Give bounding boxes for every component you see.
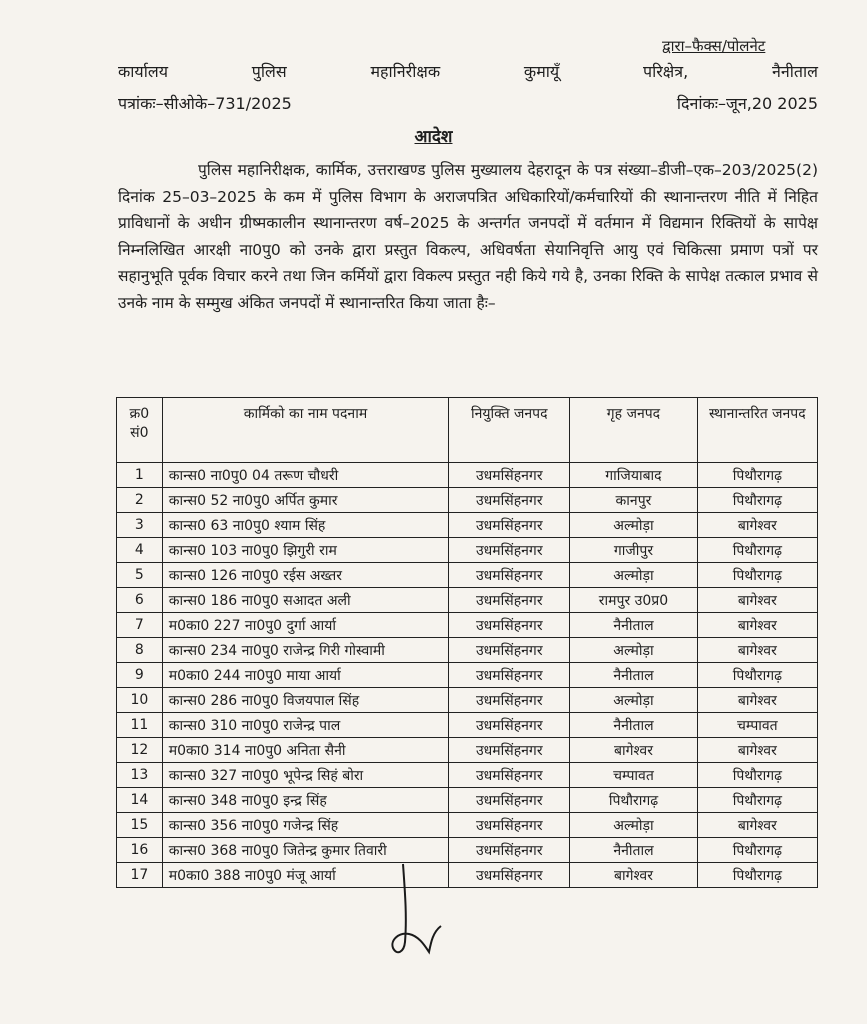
table-row	[117, 563, 818, 588]
table-row	[117, 588, 818, 613]
posting-district-cell: उधमसिंहनगर	[449, 563, 570, 588]
posting-district-cell: उधमसिंहनगर	[449, 738, 570, 763]
office-header	[118, 60, 818, 82]
column-header: नियुक्ति जनपद	[449, 398, 570, 463]
name-cell: कान्स0 ना0पु0 04 तरूण चौधरी	[162, 463, 449, 488]
office-word: नैनीताल	[771, 62, 818, 81]
serial-cell: 11	[117, 713, 163, 738]
serial-cell: 1	[117, 463, 163, 488]
office-word: कुमायूँ	[523, 62, 560, 81]
transfer-table	[116, 397, 818, 888]
home-district-cell: नैनीताल	[570, 838, 697, 863]
posting-district-cell: उधमसिंहनगर	[449, 613, 570, 638]
transfer-district-cell: पिथौरागढ़	[697, 863, 817, 888]
transfer-district-cell: बागेश्वर	[697, 688, 817, 713]
posting-district-cell: उधमसिंहनगर	[449, 788, 570, 813]
transfer-district-cell: बागेश्वर	[697, 613, 817, 638]
home-district-cell: नैनीताल	[570, 713, 697, 738]
table-row	[117, 488, 818, 513]
transfer-district-cell: बागेश्वर	[697, 638, 817, 663]
transfer-district-cell: पिथौरागढ़	[697, 663, 817, 688]
home-district-cell: रामपुर उ0प्र0	[570, 588, 697, 613]
name-cell: कान्स0 126 ना0पु0 रईस अख्तर	[162, 563, 449, 588]
serial-cell: 9	[117, 663, 163, 688]
column-header: गृह जनपद	[570, 398, 697, 463]
name-cell: कान्स0 63 ना0पु0 श्याम सिंह	[162, 513, 449, 538]
home-district-cell: बागेश्वर	[570, 738, 697, 763]
posting-district-cell: उधमसिंहनगर	[449, 538, 570, 563]
transfer-district-cell: पिथौरागढ़	[697, 788, 817, 813]
order-date: दिनांकः–जून,20 2025	[676, 94, 818, 113]
table-row	[117, 663, 818, 688]
reference-number: पत्रांकः–सीओके–731/2025	[118, 94, 292, 113]
name-cell: कान्स0 348 ना0पु0 इन्द्र सिंह	[162, 788, 449, 813]
table-row	[117, 638, 818, 663]
posting-district-cell: उधमसिंहनगर	[449, 838, 570, 863]
column-header: कार्मिको का नाम पदनाम	[162, 398, 449, 463]
posting-district-cell: उधमसिंहनगर	[449, 713, 570, 738]
posting-district-cell: उधमसिंहनगर	[449, 688, 570, 713]
serial-cell: 2	[117, 488, 163, 513]
transfer-district-cell: पिथौरागढ़	[697, 563, 817, 588]
home-district-cell: अल्मोड़ा	[570, 563, 697, 588]
table-row	[117, 688, 818, 713]
serial-cell: 6	[117, 588, 163, 613]
transfer-district-cell: बागेश्वर	[697, 588, 817, 613]
transmission-mode: द्वारा–फैक्स/पोलनेट	[662, 37, 766, 55]
name-cell: कान्स0 310 ना0पु0 राजेन्द्र पाल	[162, 713, 449, 738]
table-row	[117, 813, 818, 838]
serial-cell: 8	[117, 638, 163, 663]
transfer-district-cell: चम्पावत	[697, 713, 817, 738]
home-district-cell: अल्मोड़ा	[570, 688, 697, 713]
name-cell: कान्स0 103 ना0पु0 झिगुरी राम	[162, 538, 449, 563]
office-word: कार्यालय	[118, 62, 168, 81]
table-row	[117, 513, 818, 538]
name-cell: कान्स0 234 ना0पु0 राजेन्द्र गिरी गोस्वामी	[162, 638, 449, 663]
serial-cell: 16	[117, 838, 163, 863]
posting-district-cell: उधमसिंहनगर	[449, 638, 570, 663]
transfer-district-cell: बागेश्वर	[697, 513, 817, 538]
serial-cell: 3	[117, 513, 163, 538]
home-district-cell: नैनीताल	[570, 663, 697, 688]
table-row	[117, 838, 818, 863]
serial-cell: 10	[117, 688, 163, 713]
serial-cell: 5	[117, 563, 163, 588]
office-word: महानिरीक्षक	[370, 62, 441, 81]
transfer-district-cell: बागेश्वर	[697, 738, 817, 763]
posting-district-cell: उधमसिंहनगर	[449, 813, 570, 838]
table-row	[117, 463, 818, 488]
table-row	[117, 763, 818, 788]
name-cell: कान्स0 368 ना0पु0 जितेन्द्र कुमार तिवारी	[162, 838, 449, 863]
home-district-cell: पिथौरागढ़	[570, 788, 697, 813]
home-district-cell: गाजियाबाद	[570, 463, 697, 488]
table-row	[117, 613, 818, 638]
transfer-district-cell: बागेश्वर	[697, 813, 817, 838]
table-row	[117, 788, 818, 813]
serial-cell: 12	[117, 738, 163, 763]
name-cell: कान्स0 356 ना0पु0 गजेन्द्र सिंह	[162, 813, 449, 838]
home-district-cell: अल्मोड़ा	[570, 813, 697, 838]
document-title: आदेश	[414, 127, 453, 147]
name-cell: कान्स0 286 ना0पु0 विजयपाल सिंह	[162, 688, 449, 713]
transfer-district-cell: पिथौरागढ़	[697, 463, 817, 488]
name-cell: म0का0 244 ना0पु0 माया आर्या	[162, 663, 449, 688]
table-row	[117, 738, 818, 763]
table-row	[117, 538, 818, 563]
office-word: परिक्षेत्र,	[642, 62, 689, 81]
posting-district-cell: उधमसिंहनगर	[449, 513, 570, 538]
serial-cell: 17	[117, 863, 163, 888]
table-row	[117, 713, 818, 738]
posting-district-cell: उधमसिंहनगर	[449, 488, 570, 513]
posting-district-cell: उधमसिंहनगर	[449, 463, 570, 488]
serial-cell: 14	[117, 788, 163, 813]
order-paragraph: पुलिस महानिरीक्षक, कार्मिक, उत्तराखण्ड पुलिस मुख्यालय देहरादून के पत्र संख्या–डीजी–एक–203/2025(2) दिनांक 25–03–2025 के कम में पुलिस विभाग के अराजपत्रित अधिकारियों/कर्मचारियों की स्थानान्तरण नीति में निहित प्राविधानों के अधीन ग्रीष्मकालीन स्थानान्तरण वर्ष–2025 के अन्तर्गत जनपदों में वर्तमान में विद्यमान रिक्तियों के सापेक्ष निम्नलिखित आरक्षी ना0पु0 को उनके द्वारा प्रस्तुत विकल्प, अधिवर्षता सेयानिवृत्ति आयु एवं चिकित्सा प्रमाण पत्रों पर सहानुभूति पूर्वक विचार करने तथा जिन कर्मियों द्वारा विकल्प प्रस्तुत नही किये गये है, उनका रिक्ति के सापेक्ष तत्काल प्रभाव से उनके नाम के सम्मुख अंकित जनपदों में स्थानान्तरित किया जाता हैः–	[118, 161, 818, 312]
serial-cell: 13	[117, 763, 163, 788]
reference-row	[118, 92, 818, 114]
transfer-district-cell: पिथौरागढ़	[697, 838, 817, 863]
column-header: स्थानान्तरित जनपद	[697, 398, 817, 463]
table-row	[117, 863, 818, 888]
name-cell: कान्स0 52 ना0पु0 अर्पित कुमार	[162, 488, 449, 513]
transfer-district-cell: पिथौरागढ़	[697, 538, 817, 563]
home-district-cell: अल्मोड़ा	[570, 513, 697, 538]
home-district-cell: बागेश्वर	[570, 863, 697, 888]
column-header: क्र0 सं0	[117, 398, 163, 463]
name-cell: म0का0 314 ना0पु0 अनिता सैनी	[162, 738, 449, 763]
name-cell: म0का0 227 ना0पु0 दुर्गा आर्या	[162, 613, 449, 638]
home-district-cell: कानपुर	[570, 488, 697, 513]
table-header-row	[117, 398, 818, 463]
serial-cell: 15	[117, 813, 163, 838]
office-word: पुलिस	[251, 62, 287, 81]
name-cell: कान्स0 327 ना0पु0 भूपेन्द्र सिहं बोरा	[162, 763, 449, 788]
home-district-cell: नैनीताल	[570, 613, 697, 638]
serial-cell: 7	[117, 613, 163, 638]
serial-cell: 4	[117, 538, 163, 563]
name-cell: कान्स0 186 ना0पु0 सआदत अली	[162, 588, 449, 613]
home-district-cell: चम्पावत	[570, 763, 697, 788]
posting-district-cell: उधमसिंहनगर	[449, 663, 570, 688]
transfer-district-cell: पिथौरागढ़	[697, 763, 817, 788]
transfer-district-cell: पिथौरागढ़	[697, 488, 817, 513]
posting-district-cell: उधमसिंहनगर	[449, 763, 570, 788]
posting-district-cell: उधमसिंहनगर	[449, 863, 570, 888]
signature-mark	[385, 862, 445, 962]
posting-district-cell: उधमसिंहनगर	[449, 588, 570, 613]
name-cell: म0का0 388 ना0पु0 मंजू आर्या	[162, 863, 449, 888]
home-district-cell: अल्मोड़ा	[570, 638, 697, 663]
home-district-cell: गाजीपुर	[570, 538, 697, 563]
